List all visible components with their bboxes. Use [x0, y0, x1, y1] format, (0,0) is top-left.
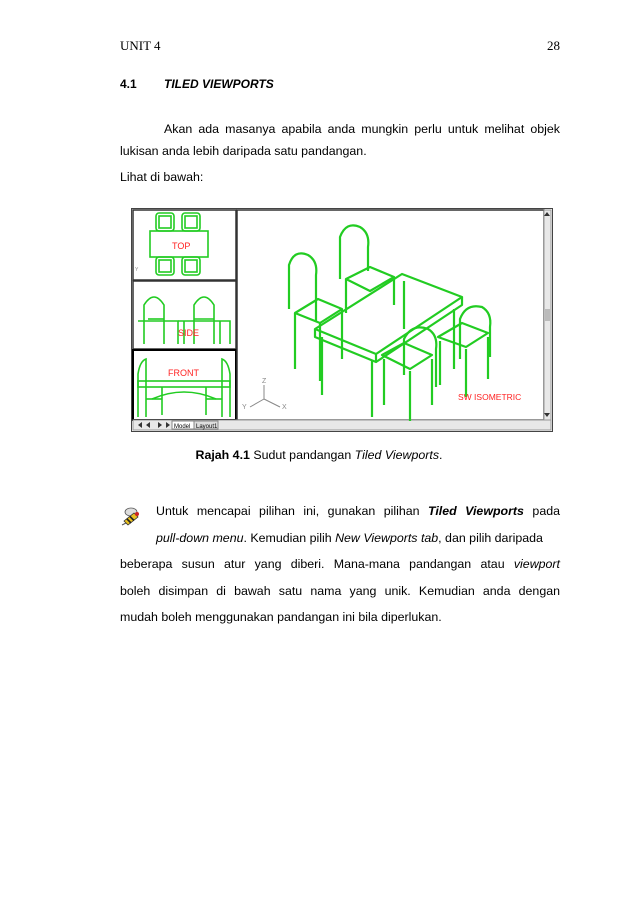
body-text: , dan pilih daripada: [438, 530, 543, 545]
axis-z-label: Z: [262, 378, 267, 385]
unit-label: UNIT 4: [120, 38, 161, 53]
body-line-4: boleh disimpan di bawah satu nama yang unik. Kemudian anda dengan: [120, 583, 560, 598]
model-tab-label: Model: [174, 424, 191, 430]
body-line-3: [120, 551, 560, 578]
body-text: beberapa susun atur yang diberi. Mana-mana pandangan atau: [120, 557, 514, 571]
caption-number: Rajah 4.1: [195, 448, 250, 462]
new-viewports-term: New Viewports tab: [335, 530, 439, 545]
figure-caption: [0, 448, 638, 462]
body-text: pada: [523, 504, 560, 518]
caption-end: .: [439, 448, 443, 462]
section-number: 4.1: [120, 77, 137, 91]
caption-text: Sudut pandangan: [249, 448, 355, 462]
scroll-thumb[interactable]: [545, 309, 550, 321]
intro-paragraph: [120, 118, 560, 162]
side-label: SIDE: [178, 328, 200, 338]
top-label: TOP: [172, 241, 191, 251]
viewport-isometric: [237, 210, 544, 420]
isometric-label: SW ISOMETRIC: [458, 392, 522, 402]
page-number: 28: [547, 38, 560, 53]
axis-y-label: Y: [242, 404, 247, 411]
body-paragraph: [120, 498, 560, 631]
tiled-viewports-term: Tiled Viewports: [428, 504, 524, 518]
body-line-2: [120, 525, 560, 552]
body-text: . Kemudian pilih: [243, 530, 336, 545]
viewport-front: [133, 350, 236, 420]
front-label: FRONT: [168, 368, 199, 378]
intro-line-3: Lihat di bawah:: [120, 170, 204, 184]
body-line-1: [120, 498, 560, 525]
layout-tab-label: Layout1: [196, 424, 218, 430]
figure-drawing: [132, 209, 552, 431]
intro-line-1: Akan ada masanya apabila anda mungkin perlu untuk melihat objek: [164, 122, 560, 136]
body-line-5: mudah boleh menggunakan pandangan ini bila diperlukan.: [120, 610, 442, 624]
caption-italic: Tiled Viewports: [354, 448, 440, 462]
axis-x-label: X: [282, 404, 287, 411]
tiled-viewports-figure: [131, 208, 553, 432]
section-title: TILED VIEWPORTS: [164, 77, 274, 91]
pull-down-term: pull-down menu: [156, 530, 244, 545]
body-text: Untuk mencapai pilihan ini, gunakan pilihan: [156, 504, 429, 518]
viewport-term: viewport: [513, 557, 560, 571]
intro-line-2: lukisan anda lebih daripada satu pandangan.: [120, 144, 367, 158]
top-axis-y: Y: [135, 267, 139, 273]
